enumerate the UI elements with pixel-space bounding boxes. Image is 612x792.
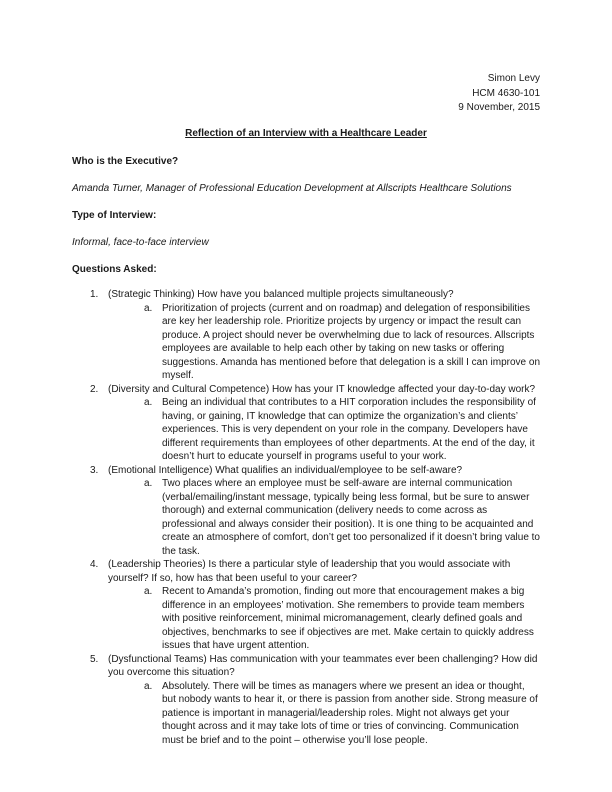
- answer-item: [144, 396, 540, 464]
- answer-letter: a.: [144, 680, 153, 692]
- question-number: 2.: [90, 383, 99, 395]
- answer-letter: a.: [144, 397, 153, 408]
- section-heading-executive: Who is the Executive?: [72, 156, 179, 167]
- answer-item: [144, 585, 540, 653]
- answer-text: Recent to Amanda’s promotion, finding out more that encouragement makes a big difference in an employees’ motivation. She remembers to provide team members with positive reinforcement, minimal micromanagement, clearly defined goals and objectives, benchmarks to see if objectives are met. Make certain to quickly address issues that have urgent attention.: [162, 586, 534, 651]
- questions-list: [90, 288, 540, 747]
- answer-text: Prioritization of projects (current and on roadmap) and delegation of responsibilities are key her leadership role. Prioritize projects by urgency or impact the result can produce. A project should never be overwhelming due to lack of resources. Allscripts employees are available to help each other by taking on new tasks or offering suggestions. Amanda has mentioned before that delegation is a skill I can improve on myself.: [162, 302, 541, 381]
- answer-letter: a.: [144, 586, 153, 597]
- answer-item: [144, 477, 540, 558]
- question-text: (Diversity and Cultural Competence) How has your IT knowledge affected your day-to-day work?: [108, 383, 536, 395]
- answer-item: [144, 302, 540, 383]
- question-number: 5.: [90, 653, 99, 665]
- question-item: [90, 464, 540, 559]
- course-code: HCM 4630-101: [472, 87, 540, 99]
- answer-item: [144, 680, 540, 748]
- question-number: 4.: [90, 559, 99, 570]
- author-name: Simon Levy: [487, 73, 540, 84]
- question-item: [90, 383, 540, 464]
- answer-text: Absolutely. There will be times as managers where we present an idea or thought, but nobody wants to hear it, or there is passion from another side. Strong measure of patience is important in managerial/leadership roles. Might not always get your thought across and it may take lots of time or tries of convincing. Communication must be brief and to the point – otherwise you’ll lose people.: [162, 680, 538, 746]
- question-item: [90, 653, 540, 748]
- section-body-executive: Amanda Turner, Manager of Professional Education Development at Allscripts Healthcare Solutions: [72, 183, 512, 194]
- question-number: 1.: [90, 289, 99, 300]
- answer-text: Being an individual that contributes to a HIT corporation includes the responsibility of having, or gaining, IT knowledge that can optimize the organization’s and clients’ experiences. This is very dependent on your role in the company. Developers have different requirements than employees of other departments. At the end of the day, it doesn’t hurt to educate yourself in programs useful to your work.: [162, 397, 536, 462]
- question-text: (Dysfunctional Teams) Has communication with your teammates ever been challenging? How did you overcome this situation?: [108, 653, 538, 678]
- section-heading-questions: Questions Asked:: [72, 264, 157, 275]
- question-item: [90, 558, 540, 653]
- answer-letter: a.: [144, 478, 153, 489]
- question-text: (Leadership Theories) Is there a particular style of leadership that you would associate with yourself? If so, how has that been useful to your career?: [108, 559, 511, 584]
- section-body-interview-type: Informal, face-to-face interview: [72, 237, 209, 248]
- question-item: [90, 288, 540, 383]
- question-number: 3.: [90, 464, 99, 476]
- section-heading-interview-type: Type of Interview:: [72, 210, 157, 221]
- question-text: (Strategic Thinking) How have you balanced multiple projects simultaneously?: [108, 289, 454, 300]
- answer-letter: a.: [144, 302, 153, 314]
- document-title: Reflection of an Interview with a Healthcare Leader: [185, 128, 427, 139]
- answer-text: Two places where an employee must be self-aware are internal communication (verbal/emailing/instant message, typically being less formal, but be sure to answer thorough) and external communication (delivery needs to come across as professional and always consider their position). It is one thing to be acquainted and create an atmosphere of comfort, don’t get too personalized if it doesn’t bring value to the task.: [162, 478, 540, 557]
- author-block: [458, 72, 540, 116]
- question-text: (Emotional Intelligence) What qualifies an individual/employee to be self-aware?: [108, 464, 463, 476]
- document-date: 9 November, 2015: [458, 102, 540, 113]
